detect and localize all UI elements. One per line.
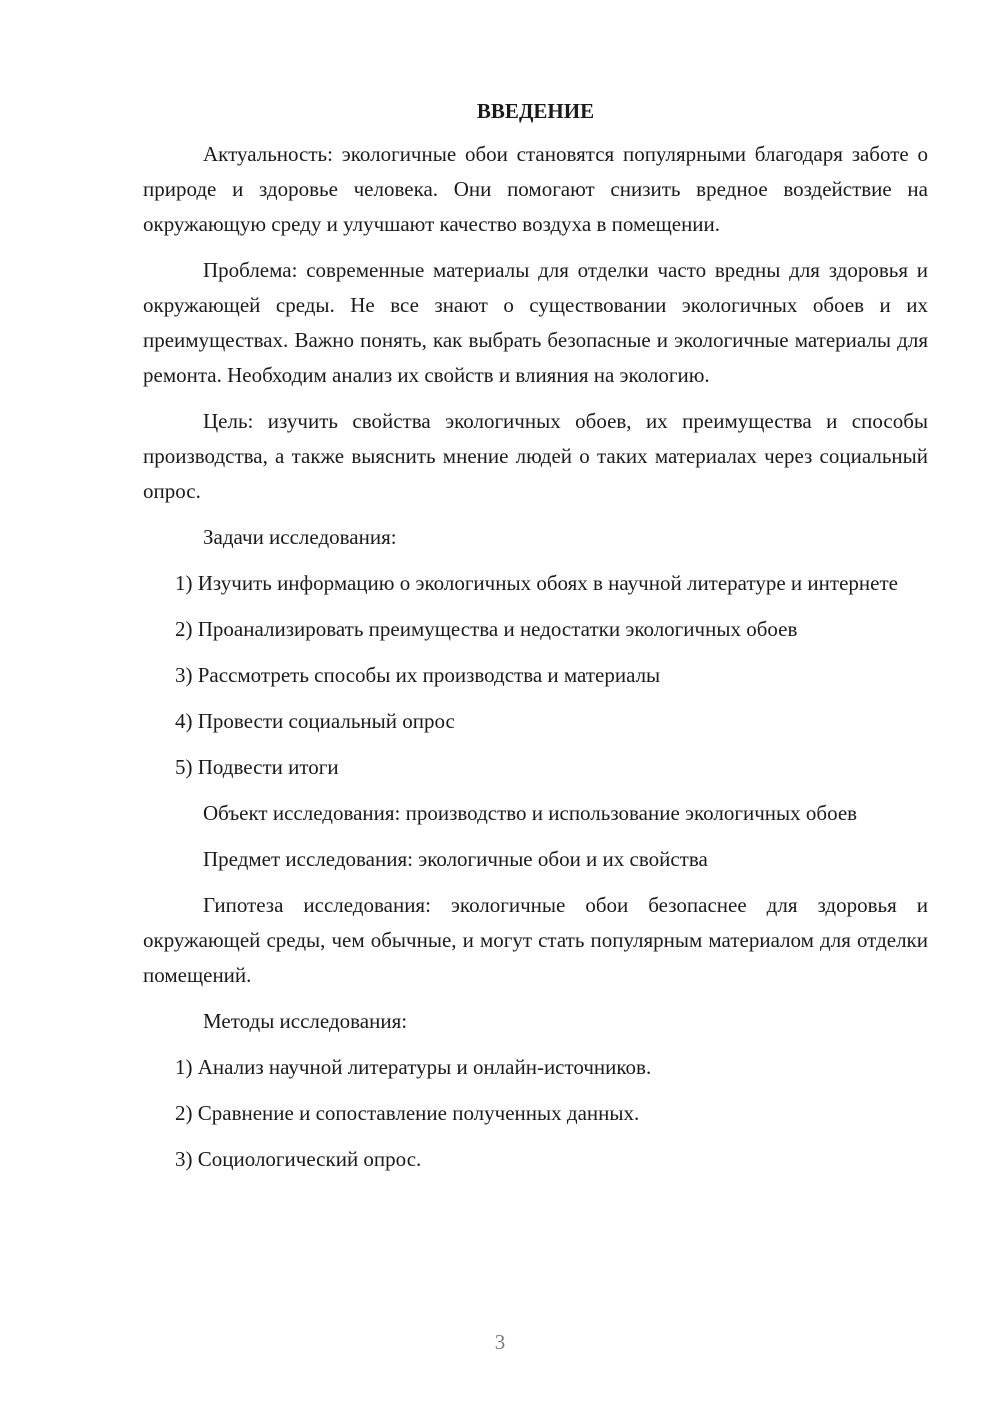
task-item: 2) Проанализировать преимущества и недостатки экологичных обоев: [175, 617, 798, 641]
method-item: 3) Социологический опрос.: [175, 1147, 422, 1171]
task-item: 3) Рассмотреть способы их производства и материалы: [175, 663, 661, 687]
task-item: 4) Провести социальный опрос: [175, 709, 455, 733]
page-number: 3: [494, 1330, 506, 1354]
methods-heading: Методы исследования:: [203, 1009, 408, 1033]
subject-paragraph: Предмет исследования: экологичные обои и их свойства: [203, 847, 708, 871]
page-title: ВВЕДЕНИЕ: [476, 99, 595, 123]
hypothesis-paragraph: Гипотеза исследования: экологичные обои безопаснее для здоровья и окружающей среды, чем обычные, и могут стать популярным материалом для отделки помещений.: [143, 893, 928, 987]
goal-paragraph: Цель: изучить свойства экологичных обоев, их преимущества и способы производства, а также выяснить мнение людей о таких материалах через социальный опрос.: [143, 409, 928, 503]
task-item: 5) Подвести итоги: [175, 755, 339, 779]
method-item: 1) Анализ научной литературы и онлайн-источников.: [175, 1055, 652, 1079]
problem-paragraph: Проблема: современные материалы для отделки часто вредны для здоровья и окружающей среды. Не все знают о существовании экологичных обоев и их преимуществах. Важно понять, как выбрать безопасные и экологичные материалы для ремонта. Необходим анализ их свойств и влияния на экологию.: [143, 258, 928, 387]
object-paragraph: Объект исследования: производство и использование экологичных обоев: [203, 801, 858, 825]
document-page: [143, 96, 928, 1188]
relevance-paragraph: Актуальность: экологичные обои становятся популярными благодаря заботе о природе и здоровье человека. Они помогают снизить вредное воздействие на окружающую среду и улучшают качество воздуха в помещении.: [143, 142, 928, 236]
task-item: 1) Изучить информацию о экологичных обоях в научной литературе и интернете: [175, 571, 898, 595]
tasks-heading: Задачи исследования:: [203, 525, 397, 549]
method-item: 2) Сравнение и сопоставление полученных данных.: [175, 1101, 640, 1125]
